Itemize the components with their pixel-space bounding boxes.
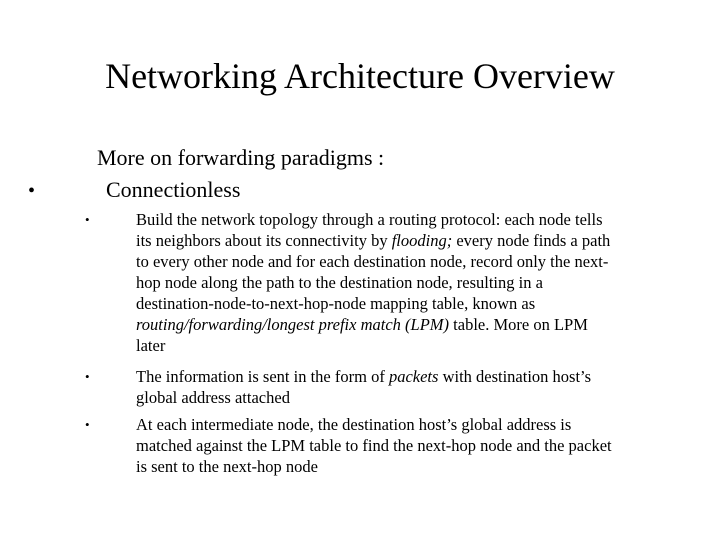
bullet-3: • xyxy=(85,417,90,432)
bullet-1: • xyxy=(85,212,90,227)
text-run: The information is sent in the form of xyxy=(136,367,389,386)
list-item xyxy=(85,209,715,356)
bullet-2: • xyxy=(85,369,90,384)
text-line xyxy=(136,314,715,335)
text-line: At each intermediate node, the destination host’s global address is xyxy=(136,415,572,434)
text-line: hop node along the path to the destination node, resulting in a xyxy=(136,273,543,292)
emphasis-text: routing/forwarding/longest prefix match (LPM) xyxy=(136,315,450,334)
text-line: is sent to the next-hop node xyxy=(136,457,318,476)
text-run: with destination host’s xyxy=(438,367,592,386)
list-item xyxy=(85,414,715,477)
text-line xyxy=(136,230,715,251)
level1-bullet: • xyxy=(28,180,36,202)
emphasis-text: packets xyxy=(388,367,439,386)
text-line: to every other node and for each destination node, record only the next- xyxy=(136,252,609,271)
text-line: matched against the LPM table to find the next-hop node and the packet xyxy=(136,436,612,455)
text-line: global address attached xyxy=(136,388,290,407)
text-run: its neighbors about its connectivity by xyxy=(136,231,392,250)
text-line: destination-node-to-next-hop-node mapping table, known as xyxy=(136,294,536,313)
text-line: later xyxy=(136,336,166,355)
emphasis-text: flooding; xyxy=(391,231,453,250)
list-item xyxy=(85,366,715,408)
text-run: table. More on LPM xyxy=(449,315,588,334)
subheading: More on forwarding paradigms : xyxy=(97,145,385,170)
list-item-text xyxy=(136,209,715,356)
list-item-text xyxy=(136,366,715,408)
list-item-text xyxy=(136,414,715,477)
text-line xyxy=(136,366,715,387)
slide-title: Networking Architecture Overview xyxy=(105,56,615,96)
level1-label: Connectionless xyxy=(106,177,241,202)
text-run: every node finds a path xyxy=(452,231,611,250)
text-line: Build the network topology through a routing protocol: each node tells xyxy=(136,210,603,229)
